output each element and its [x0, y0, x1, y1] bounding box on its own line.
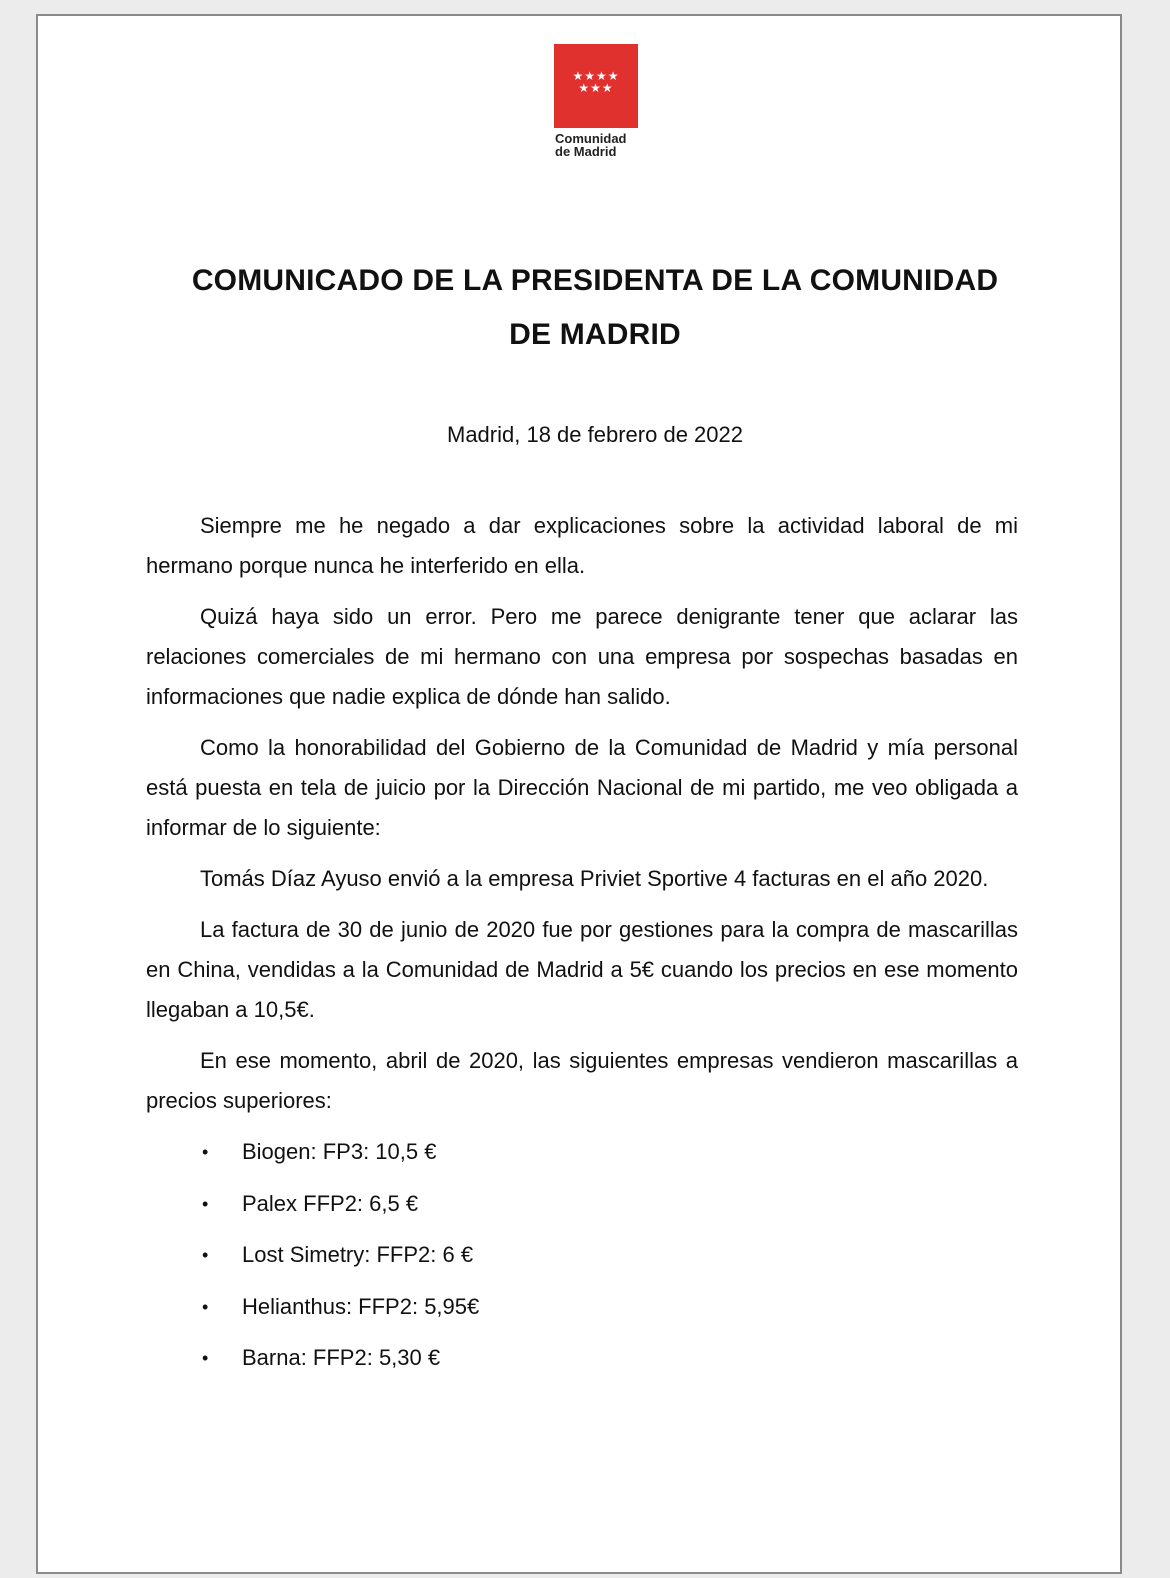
comunidad-de-madrid-logo — [554, 44, 638, 158]
list-item — [146, 1235, 1018, 1275]
paragraph: Quizá haya sido un error. Pero me parece denigrante tener que aclarar las relaciones comerciales de mi hermano con una empresa por sospechas basadas en informaciones que nadie explica de dónde han salido. — [146, 604, 1018, 709]
bullet-icon: • — [202, 1193, 209, 1214]
logo-stars-icon: ★★★★ ★★★ — [572, 69, 620, 95]
bullet-icon: • — [202, 1245, 209, 1265]
title-line2: DE MADRID — [509, 318, 681, 351]
paragraph: Siempre me he negado a dar explicaciones sobre la actividad laboral de mi hermano porque nunca he interferido en ella. — [146, 513, 1018, 578]
document-date: Madrid, 18 de febrero de 2022 — [447, 422, 743, 447]
bullet-icon: • — [202, 1142, 209, 1162]
logo-red-square — [554, 44, 638, 128]
logo-text-line2: de Madrid — [555, 144, 617, 159]
logo-text — [554, 132, 638, 158]
paragraph: Como la honorabilidad del Gobierno de la Comunidad de Madrid y mía personal está puesta en tela de juicio por la Dirección Nacional de mi partido, me veo obligada a informar de lo siguiente: — [146, 735, 1018, 840]
paragraph: La factura de 30 de junio de 2020 fue por gestiones para la compra de mascarillas en China, vendidas a la Comunidad de Madrid a 5€ cuando los precios en ese momento llegaban a 10,5€. — [146, 917, 1018, 1022]
bullet-icon: • — [202, 1296, 209, 1317]
paragraph: Tomás Díaz Ayuso envió a la empresa Priviet Sportive 4 facturas en el año 2020. — [200, 866, 989, 891]
paragraph: En ese momento, abril de 2020, las siguientes empresas vendieron mascarillas a precios superiores: — [146, 1048, 1018, 1113]
document-page — [36, 14, 1122, 1574]
title-line1: COMUNICADO DE LA PRESIDENTA DE LA COMUNIDAD — [191, 264, 999, 297]
list-item-text: Lost Simetry: FFP2: 6 € — [242, 1242, 474, 1267]
document-title — [138, 254, 1052, 362]
list-item — [146, 1184, 1018, 1224]
list-item-text: Palex FFP2: 6,5 € — [242, 1190, 419, 1216]
list-item — [146, 1338, 1018, 1378]
bullet-icon: • — [202, 1348, 209, 1368]
document-body — [146, 506, 1018, 1390]
list-item — [146, 1287, 1018, 1327]
price-list — [146, 1132, 1018, 1378]
list-item-text: Barna: FFP2: 5,30 € — [242, 1345, 441, 1370]
list-item — [146, 1132, 1018, 1172]
logo-text-line1: Comunidad — [555, 131, 627, 146]
list-item-text: Helianthus: FFP2: 5,95€ — [242, 1293, 480, 1319]
list-item-text: Biogen: FP3: 10,5 € — [242, 1139, 437, 1164]
